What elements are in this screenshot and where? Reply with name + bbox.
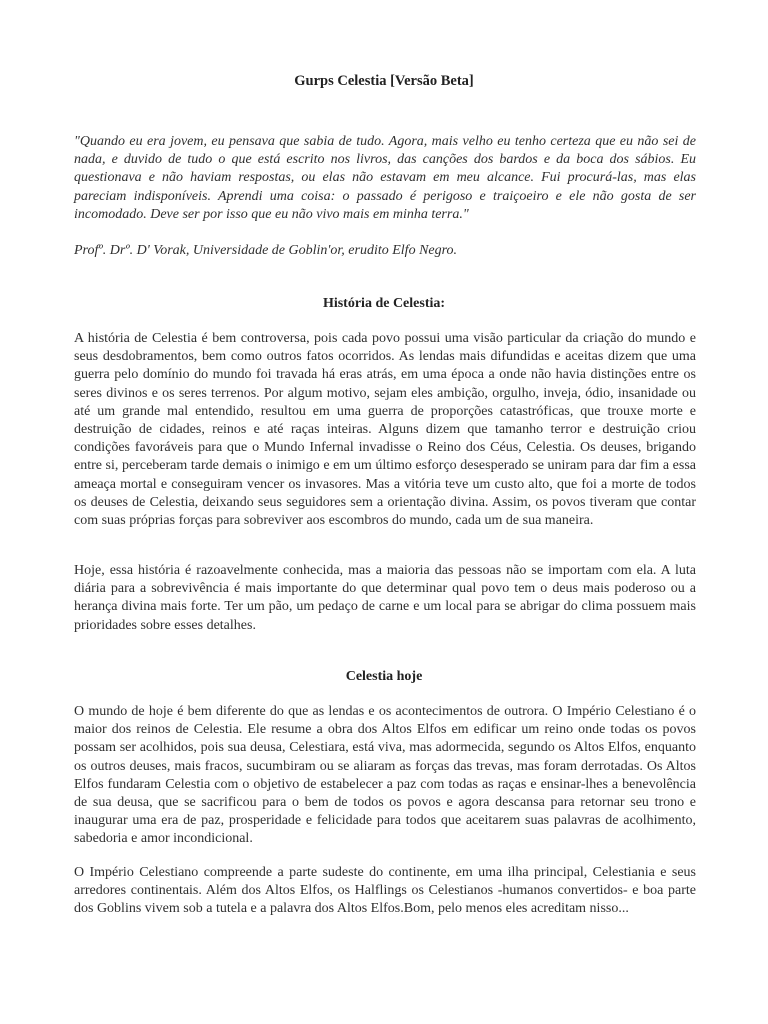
- section-heading-historia: História de Celestia:: [322, 296, 446, 311]
- epigraph-quote: "Quando eu era jovem, eu pensava que sabia de tudo. Agora, mais velho eu tenho certeza que eu não sei de nada, e duvido de tudo o que está escrito nos livros, das canções dos bardos e da boca dos sábios. Eu questionava e não haviam respostas, ou elas não estavam em meu alcance. Fui procurá-las, mas elas pareciam indisponíveis. Aprendi uma coisa: o passado é perigoso e traiçoeiro e ele não gosta de ser incomodado. Deve ser por isso que eu não vivo mais em minha terra.": [74, 134, 696, 222]
- paragraph-historia-2: Hoje, essa história é razoavelmente conhecida, mas a maioria das pessoas não se importam com ela. A luta diária para a sobrevivência é mais importante do que determinar qual povo tem o deus mais poderoso ou a herança divina mais forte. Ter um pão, um pedaço de carne e um local para se abrigar do clima possuem mais prioridades sobre esses detalhes.: [74, 563, 696, 633]
- paragraph-celestia-hoje-2: O Império Celestiano compreende a parte sudeste do continente, em uma ilha principal, Celestiania e seus arredores continentais. Além dos Altos Elfos, os Halflings os Celestianos -humanos convertidos- e boa parte dos Goblins vivem sob a tutela e a palavra dos Altos Elfos.Bom, pelo menos eles acreditam nisso...: [74, 865, 696, 917]
- paragraph-celestia-hoje-1: O mundo de hoje é bem diferente do que as lendas e os acontecimentos de outrora. O Império Celestiano é o maior dos reinos de Celestia. Ele resume a obra dos Altos Elfos em edificar um reino onde todas os povos possam ser acolhidos, pois sua deusa, Celestiara, está viva, mas adormecida, segundo os Altos Elfos, enquanto os outros deuses, mais fracos, sucumbiram ou se aliaram as forças das trevas, mas foram derrotadas. Os Altos Elfos fundaram Celestia com o objetivo de estabelecer a paz com todas as raças e ensinar-lhes a benevolência de sua deusa, que se sacrificou para o bem de todos os povos e agora descansa para retornar seu trono e inaugurar uma era de paz, prosperidade e felicidade para todos que aceitarem suas palavras de acolhimento, sabedoria e amor incondicional.: [74, 704, 696, 847]
- epigraph-attribution: Profº. Drº. D' Vorak, Universidade de Goblin'or, erudito Elfo Negro.: [74, 243, 458, 258]
- document-title: Gurps Celestia [Versão Beta]: [294, 73, 474, 89]
- section-heading-celestia-hoje: Celestia hoje: [345, 669, 423, 684]
- paragraph-historia-1: A história de Celestia é bem controversa, pois cada povo possui uma visão particular da criação do mundo e seus desdobramentos, bem como outros fatos ocorridos. As lendas mais difundidas e aceitas dizem que uma guerra pelo domínio do mundo foi travada há eras atrás, em uma época a onde não havia distinções entre os seres divinos e os seres terrenos. Por algum motivo, sejam eles ambição, orgulho, inveja, ódio, insanidade ou até um grande mal entendido, resultou em uma guerra de proporções catastróficas, que trouxe morte e destruição de cidades, reinos e até raças inteiras. Alguns dizem que tamanho terror e destruição criou condições favoráveis para que o Mundo Infernal invadisse o Reino dos Céus, Celestia. Os deuses, brigando entre si, perceberam tarde demais o inimigo e em um último esforço desesperado se uniram para dar fim a essa ameaça mortal e conseguiram vencer os invasores. Mas a vitória teve um custo alto, que foi a morte de todos os deuses de Celestia, deixando seus seguidores sem a orientação divina. Assim, os povos tiveram que contar com suas próprias forças para sobreviver aos escombros do mundo, cada um de sua maneira.: [74, 331, 696, 529]
